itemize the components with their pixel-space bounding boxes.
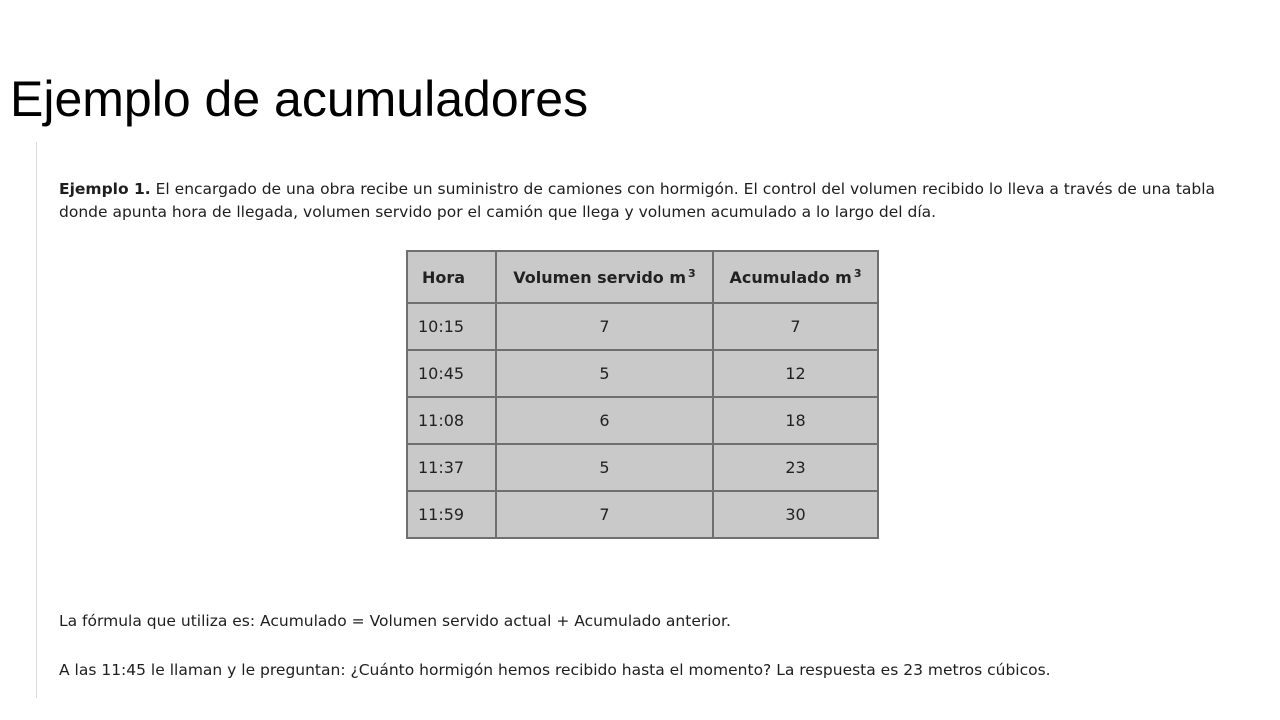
header-hora-label: Hora	[422, 267, 466, 287]
cell-volumen: 5	[496, 350, 713, 397]
table-row	[407, 350, 878, 397]
document-excerpt	[36, 142, 1247, 698]
table-row	[407, 397, 878, 444]
cell-hora: 11:37	[407, 444, 496, 491]
cell-volumen: 7	[496, 491, 713, 538]
cell-volumen: 5	[496, 444, 713, 491]
cell-acumulado: 30	[713, 491, 878, 538]
cell-volumen: 6	[496, 397, 713, 444]
header-acumulado-unit: 3	[853, 267, 862, 280]
cell-acumulado: 7	[713, 303, 878, 350]
example-label: Ejemplo 1.	[59, 180, 151, 198]
table-row	[407, 491, 878, 538]
example-intro-paragraph	[59, 178, 1229, 224]
header-volumen-label: Volumen servido m	[513, 268, 687, 287]
slide-title: Ejemplo de acumuladores	[10, 71, 589, 127]
cell-hora: 11:08	[407, 397, 496, 444]
delivery-table	[406, 250, 879, 539]
table-header-row	[407, 251, 878, 303]
cell-hora: 11:59	[407, 491, 496, 538]
header-volumen-unit: 3	[688, 267, 696, 280]
table-row	[407, 444, 878, 491]
cell-volumen: 7	[496, 303, 713, 350]
cell-acumulado: 23	[713, 444, 878, 491]
cell-acumulado: 12	[713, 350, 878, 397]
cell-acumulado: 18	[713, 397, 878, 444]
cell-hora: 10:45	[407, 350, 496, 397]
header-hora	[407, 251, 496, 303]
header-acumulado-label: Acumulado m	[729, 268, 852, 287]
table-row	[407, 303, 878, 350]
cell-hora: 10:15	[407, 303, 496, 350]
header-volumen-servido	[496, 251, 713, 303]
formula-text: La fórmula que utiliza es: Acumulado = Volumen servido actual + Acumulado anterior.	[59, 612, 731, 630]
header-acumulado	[713, 251, 878, 303]
answer-text: A las 11:45 le llaman y le preguntan: ¿Cuánto hormigón hemos recibido hasta el momento? La respuesta es 23 metros cúbicos.	[59, 661, 1051, 679]
example-intro-text: El encargado de una obra recibe un suministro de camiones con hormigón. El control del volumen recibido lo lleva a través de una tabla donde apunta hora de llegada, volumen servido por el camión que llega y volumen acumulado a lo largo del día.	[59, 180, 1216, 221]
